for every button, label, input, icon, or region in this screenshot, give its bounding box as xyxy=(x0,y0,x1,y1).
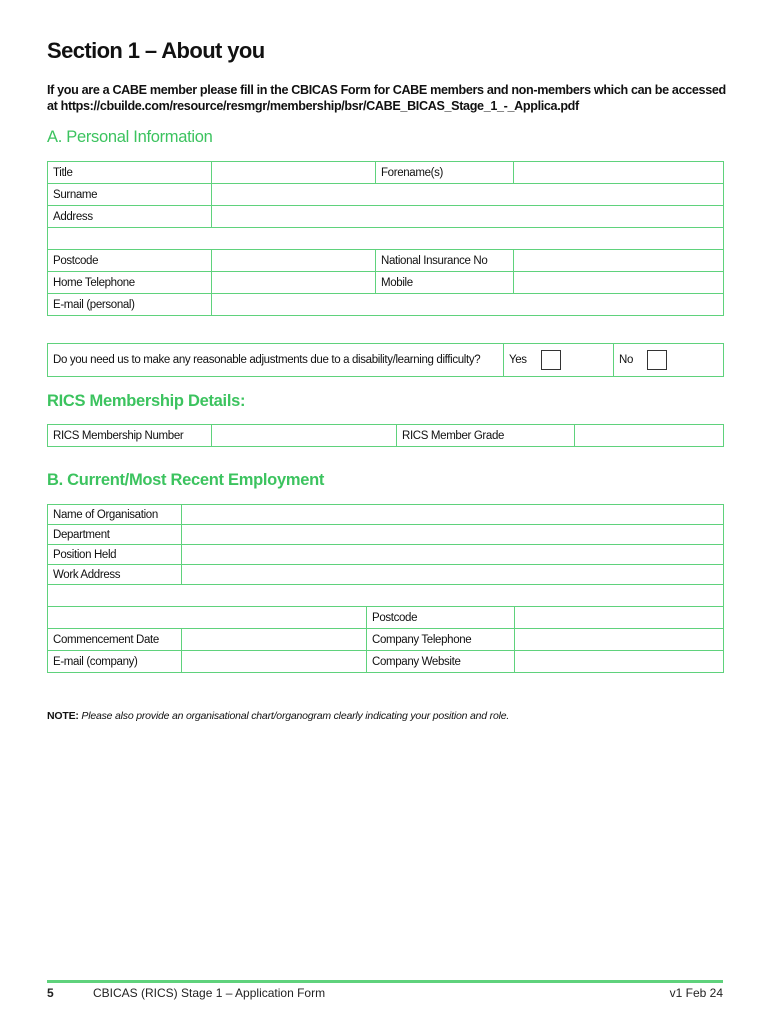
yes-label: Yes xyxy=(509,354,527,367)
home-tel-field[interactable] xyxy=(212,272,376,294)
address-field[interactable] xyxy=(212,206,724,228)
work-address-line-3-field[interactable] xyxy=(48,607,367,629)
rics-number-label: RICS Membership Number xyxy=(48,425,212,447)
employment-table xyxy=(47,504,724,673)
position-label: Position Held xyxy=(48,545,182,565)
forename-field[interactable] xyxy=(514,162,724,184)
adjustments-table xyxy=(47,343,724,377)
rics-grade-label: RICS Member Grade xyxy=(397,425,575,447)
commencement-field[interactable] xyxy=(182,629,367,651)
note-text: Please also provide an organisational chart/organogram clearly indicating your position and role. xyxy=(81,710,510,722)
title-label: Title xyxy=(48,162,212,184)
no-option[interactable] xyxy=(614,344,724,377)
org-field[interactable] xyxy=(182,505,724,525)
dept-field[interactable] xyxy=(182,525,724,545)
rics-number-field[interactable] xyxy=(212,425,397,447)
yes-option[interactable] xyxy=(504,344,614,377)
email-company-label: E-mail (company) xyxy=(48,651,182,673)
adjustments-question: Do you need us to make any reasonable adjustments due to a disability/learning difficulty? xyxy=(48,344,504,377)
employment-heading: B. Current/Most Recent Employment xyxy=(47,471,325,489)
address-label: Address xyxy=(48,206,212,228)
note-label: NOTE: xyxy=(47,710,79,722)
postcode-field[interactable] xyxy=(212,250,376,272)
mobile-field[interactable] xyxy=(514,272,724,294)
rics-table xyxy=(47,424,724,447)
personal-heading: A. Personal Information xyxy=(47,128,213,146)
personal-info-table xyxy=(47,161,724,316)
page-number: 5 xyxy=(47,986,54,1000)
intro-text: If you are a CABE member please fill in the CBICAS Form for CABE members and non-members which can be accessed at https://cbuilde.com/resource/resmgr/membership/bsr/CABE_BICAS_Stage_1_-_Applica.pdf xyxy=(47,83,726,113)
org-label: Name of Organisation xyxy=(48,505,182,525)
ni-field[interactable] xyxy=(514,250,724,272)
work-address-field[interactable] xyxy=(182,565,724,585)
page-title: Section 1 – About you xyxy=(47,38,265,63)
footer-version: v1 Feb 24 xyxy=(669,986,723,1000)
work-address-label: Work Address xyxy=(48,565,182,585)
no-checkbox[interactable] xyxy=(647,350,667,370)
footer-form-name: CBICAS (RICS) Stage 1 – Application Form xyxy=(93,986,326,1000)
rics-grade-field[interactable] xyxy=(575,425,724,447)
no-label: No xyxy=(619,354,634,367)
footer-rule xyxy=(47,980,723,983)
rics-heading: RICS Membership Details: xyxy=(47,392,246,410)
work-postcode-field[interactable] xyxy=(515,607,724,629)
home-tel-label: Home Telephone xyxy=(48,272,212,294)
email-company-field[interactable] xyxy=(182,651,367,673)
commencement-label: Commencement Date xyxy=(48,629,182,651)
ni-label: National Insurance No xyxy=(376,250,514,272)
website-field[interactable] xyxy=(515,651,724,673)
surname-label: Surname xyxy=(48,184,212,206)
work-address-line-2-field[interactable] xyxy=(48,585,724,607)
note xyxy=(47,710,509,722)
position-field[interactable] xyxy=(182,545,724,565)
yes-checkbox[interactable] xyxy=(541,350,561,370)
address-line-2-field[interactable] xyxy=(48,228,724,250)
website-label: Company Website xyxy=(367,651,515,673)
email-personal-label: E-mail (personal) xyxy=(48,294,212,316)
title-field[interactable] xyxy=(212,162,376,184)
dept-label: Department xyxy=(48,525,182,545)
company-tel-label: Company Telephone xyxy=(367,629,515,651)
mobile-label: Mobile xyxy=(376,272,514,294)
email-personal-field[interactable] xyxy=(212,294,724,316)
surname-field[interactable] xyxy=(212,184,724,206)
company-tel-field[interactable] xyxy=(515,629,724,651)
forename-label: Forename(s) xyxy=(376,162,514,184)
work-postcode-label: Postcode xyxy=(367,607,515,629)
postcode-label: Postcode xyxy=(48,250,212,272)
